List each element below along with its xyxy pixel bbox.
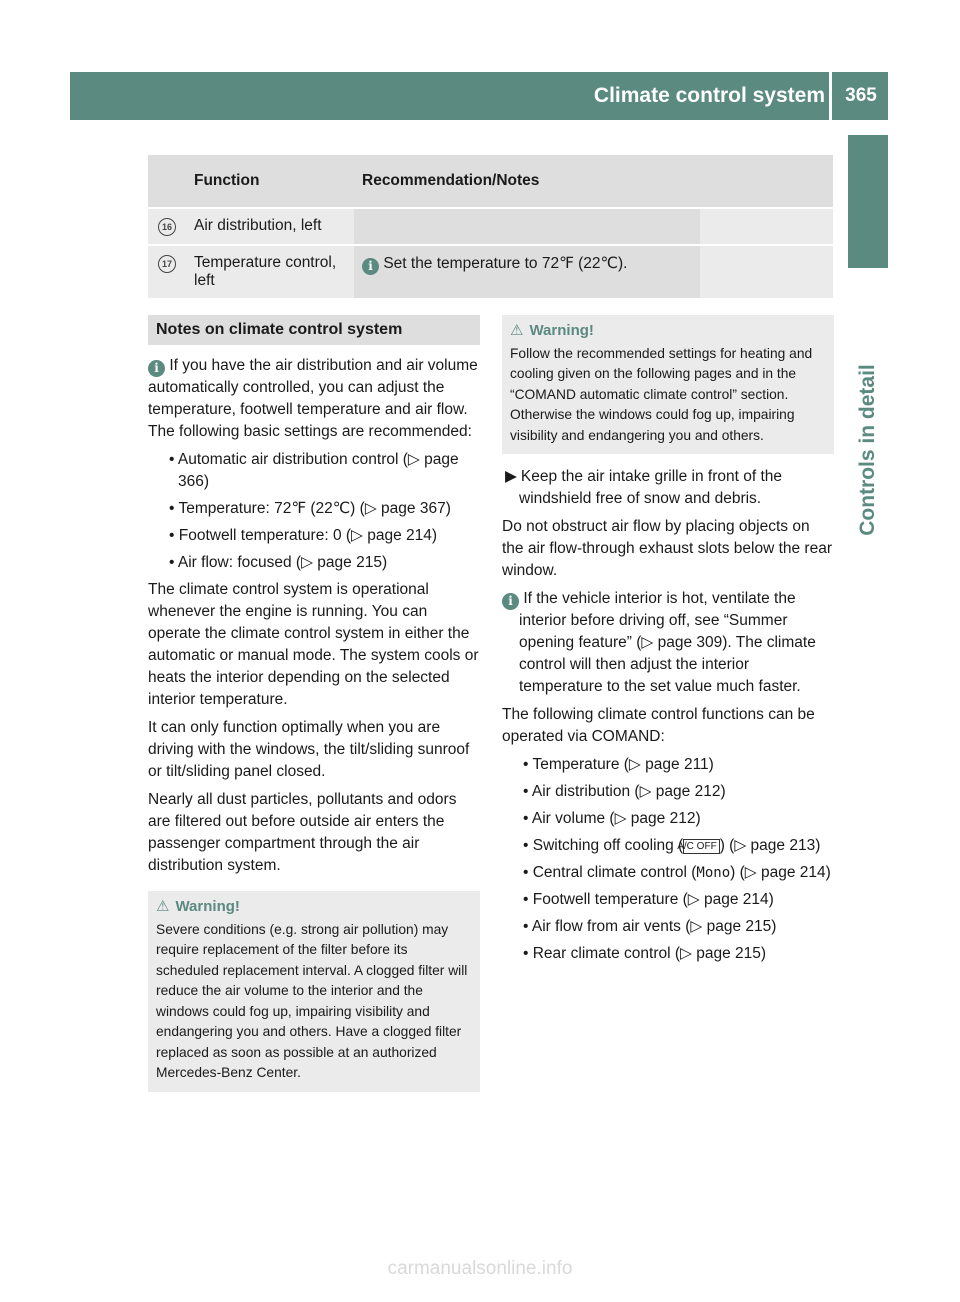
warning-triangle-icon: ⚠ xyxy=(510,322,524,339)
list-item-text: Footwell temperature: 0 (▷ page 214) xyxy=(178,527,438,544)
warning-box xyxy=(148,891,480,1092)
info-icon: i xyxy=(148,360,165,377)
list-item-text: Automatic air distribution control (▷ page 366) xyxy=(177,451,459,490)
list-item-text: Temperature: 72℉ (22℃) (▷ page 367) xyxy=(178,500,451,517)
info-icon: i xyxy=(502,593,519,610)
callout-number-icon: 17 xyxy=(158,255,176,273)
warning-title xyxy=(510,321,826,342)
warning-title xyxy=(156,897,472,918)
row-function: Air distribution, left xyxy=(186,208,354,245)
info-paragraph xyxy=(148,355,480,443)
row-marker xyxy=(148,245,186,299)
body-paragraph: Nearly all dust particles, pollutants and odors are filtered out before outside air enters the passenger compartment through the air distribution system. xyxy=(148,791,457,874)
body-paragraph: Do not obstruct air flow by placing objects on the air flow-through exhaust slots below the rear window. xyxy=(502,518,832,579)
list-item-text: ) (▷ page 214) xyxy=(730,864,831,881)
row-function: Temperature control, left xyxy=(186,245,354,299)
list-item-text: Footwell temperature (▷ page 214) xyxy=(532,891,774,908)
body-paragraph: The climate control system is operational whenever the engine is running. You can operate the climate control system in either the automatic or manual mode. The system cools or heats the interior depending on the selected interior temperature. xyxy=(148,581,479,708)
row-marker xyxy=(148,208,186,245)
list-item-text: Central climate control ( xyxy=(532,864,697,881)
left-column xyxy=(148,315,480,1092)
list-item-text: Air flow from air vents (▷ page 215) xyxy=(531,918,777,935)
page-number: 365 xyxy=(845,85,877,106)
row-note xyxy=(354,208,700,245)
function-table xyxy=(148,155,833,300)
body-paragraph: The following climate control functions can be operated via COMAND: xyxy=(502,706,815,745)
row-note-text: Set the temperature to 72℉ (22℃). xyxy=(383,255,628,272)
list-item: • Switching off cooling (A/C OFF ) (▷ page 213) xyxy=(523,837,821,854)
header-divider xyxy=(829,72,832,120)
watermark: carmanualsonline.info xyxy=(387,1258,573,1279)
list-item: • Footwell temperature (▷ page 214) xyxy=(523,891,774,908)
list-item-text: Air flow: focused (▷ page 215) xyxy=(177,554,388,571)
page-title: Climate control system xyxy=(593,84,825,107)
warning-text: Follow the recommended settings for heating and cooling given on the following pages and in the “COMAND automatic climate control” section. Otherwise the windows could fog up, impairing visibility and endangering you and others. xyxy=(510,345,813,443)
warning-title-text: Warning! xyxy=(529,322,594,339)
list-item-text: Switching off cooling ( xyxy=(532,837,684,854)
table-header-notes: Recommendation/Notes xyxy=(354,155,700,208)
callout-number-icon: 16 xyxy=(158,218,176,236)
mono-label: Mono xyxy=(696,865,731,881)
instruction-step xyxy=(502,466,834,510)
section-heading: Notes on climate control system xyxy=(148,315,480,345)
ac-off-icon: A/C OFF xyxy=(683,839,719,854)
table-row xyxy=(148,208,833,245)
list-item: • Temperature: 72℉ (22℃) (▷ page 367) xyxy=(169,500,451,517)
list-item-text: Air volume (▷ page 212) xyxy=(531,810,701,827)
step-arrow-icon: ▶ xyxy=(505,468,517,485)
list-item: • Central climate control (Mono) (▷ page 214) xyxy=(523,864,831,881)
warning-triangle-icon: ⚠ xyxy=(156,898,170,915)
table-header-row xyxy=(148,155,833,208)
row-empty xyxy=(700,245,833,299)
warning-box xyxy=(502,315,834,454)
list-item: • Footwell temperature: 0 (▷ page 214) xyxy=(169,527,438,544)
table-header-empty xyxy=(700,155,833,208)
table-header-function: Function xyxy=(186,155,354,208)
list-item-text: Air distribution (▷ page 212) xyxy=(531,783,726,800)
list-item-text: Temperature (▷ page 211) xyxy=(532,756,714,773)
list-item: • Air distribution (▷ page 212) xyxy=(523,783,726,800)
list-item: • Air flow: focused (▷ page 215) xyxy=(169,554,388,571)
list-item-text: ) (▷ page 213) xyxy=(719,837,821,854)
list-item: • Automatic air distribution control (▷ page 366) xyxy=(169,451,459,490)
info-text: If the vehicle interior is hot, ventilate the interior before driving off, see “Summer opening feature” (▷ page 309). The climate control will then adjust the interior temperature to the set value much faster. xyxy=(519,590,816,695)
right-column xyxy=(502,315,834,970)
step-text: Keep the air intake grille in front of the windshield free of snow and debris. xyxy=(519,468,782,507)
list-item: • Air volume (▷ page 212) xyxy=(523,810,701,827)
info-icon: i xyxy=(362,258,379,275)
table-header-mark xyxy=(148,155,186,208)
warning-text: Severe conditions (e.g. strong air pollution) may require replacement of the filter before its scheduled replacement interval. A clogged filter will reduce the air volume to the interior and the windows could fog up, impairing visibility and endangering you and others. Have a clogged filter replaced as soon as possible at an authorized Mercedes-Benz Center. xyxy=(156,921,468,1080)
row-note xyxy=(354,245,700,299)
side-tab-text: Controls in detail xyxy=(856,364,879,536)
table-row xyxy=(148,245,833,299)
list-item: • Temperature (▷ page 211) xyxy=(523,756,714,773)
row-empty xyxy=(700,208,833,245)
body-paragraph: It can only function optimally when you are driving with the windows, the tilt/sliding sunroof or tilt/sliding panel closed. xyxy=(148,719,470,780)
list-item-text: Rear climate control (▷ page 215) xyxy=(532,945,767,962)
warning-title-text: Warning! xyxy=(175,898,240,915)
info-paragraph xyxy=(502,588,834,698)
side-tab-label xyxy=(849,300,887,600)
list-item: • Air flow from air vents (▷ page 215) xyxy=(523,918,777,935)
list-item: • Rear climate control (▷ page 215) xyxy=(523,945,767,962)
info-text: If you have the air distribution and air volume automatically controlled, you can adjust the temperature, footwell temperature and air flow. The following basic settings are recommended: xyxy=(148,357,478,440)
